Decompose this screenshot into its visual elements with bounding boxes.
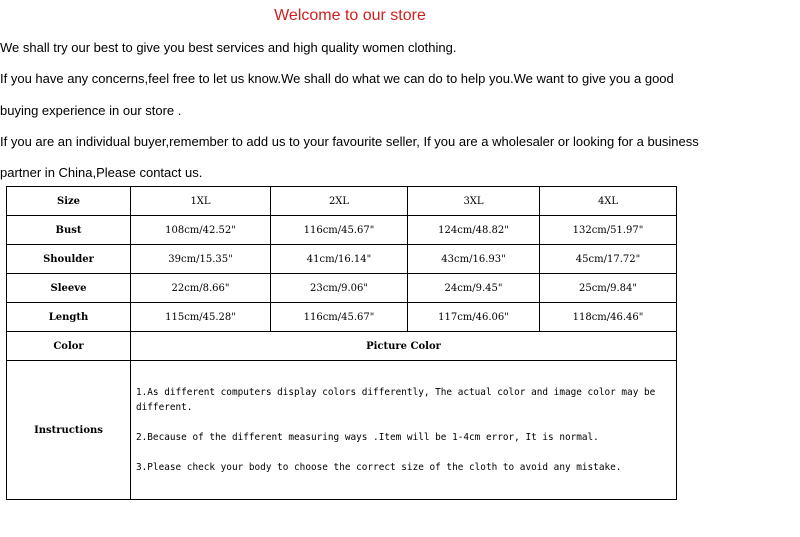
color-value: Picture Color: [131, 332, 677, 361]
row-label-length: Length: [7, 303, 131, 332]
row-label-shoulder: Shoulder: [7, 245, 131, 274]
row-label-bust: Bust: [7, 216, 131, 245]
table-cell: 43cm/16.93": [408, 245, 540, 274]
instruction-item-3: 3.Please check your body to choose the correct size of the cloth to avoid any mistake.: [136, 462, 622, 473]
instructions-row: [7, 361, 677, 500]
table-cell: 115cm/45.28": [131, 303, 271, 332]
table-cell: 108cm/42.52": [131, 216, 271, 245]
header-3xl: 3XL: [408, 187, 540, 216]
table-header-row: [7, 187, 677, 216]
row-label-instructions: Instructions: [7, 361, 131, 500]
color-row: [7, 332, 677, 361]
table-row: [7, 216, 677, 245]
size-chart-table: [6, 186, 677, 500]
header-2xl: 2XL: [271, 187, 408, 216]
instruction-item-1: 1.As different computers display colors differently, The actual color and image color may be different.: [136, 387, 656, 413]
table-cell: 132cm/51.97": [540, 216, 677, 245]
intro-line-1: We shall try our best to give you best services and high quality women clothing.: [0, 40, 457, 55]
table-cell: 24cm/9.45": [408, 274, 540, 303]
instructions-text: [131, 385, 676, 475]
table-cell: 22cm/8.66": [131, 274, 271, 303]
intro-line-3: buying experience in our store .: [0, 103, 182, 118]
row-label-sleeve: Sleeve: [7, 274, 131, 303]
intro-line-5: partner in China,Please contact us.: [0, 165, 203, 180]
table-cell: 41cm/16.14": [271, 245, 408, 274]
table-cell: 116cm/45.67": [271, 216, 408, 245]
table-cell: 118cm/46.46": [540, 303, 677, 332]
instruction-item-2: 2.Because of the different measuring ways .Item will be 1-4cm error, It is normal.: [136, 432, 599, 443]
table-cell: 117cm/46.06": [408, 303, 540, 332]
store-title: Welcome to our store: [274, 7, 426, 24]
table-cell: 39cm/15.35": [131, 245, 271, 274]
intro-line-4: If you are an individual buyer,remember to add us to your favourite seller, If you are a wholesaler or looking for a business: [0, 134, 699, 149]
row-label-color: Color: [7, 332, 131, 361]
table-cell: 25cm/9.84": [540, 274, 677, 303]
intro-line-2: If you have any concerns,feel free to let us know.We shall do what we can do to help you.We want to give you a good: [0, 71, 674, 86]
table-cell: 45cm/17.72": [540, 245, 677, 274]
header-4xl: 4XL: [540, 187, 677, 216]
table-cell: 23cm/9.06": [271, 274, 408, 303]
table-row: [7, 303, 677, 332]
table-row: [7, 274, 677, 303]
instructions-cell: [131, 361, 677, 500]
table-cell: 124cm/48.82": [408, 216, 540, 245]
table-row: [7, 245, 677, 274]
header-1xl: 1XL: [131, 187, 271, 216]
table-cell: 116cm/45.67": [271, 303, 408, 332]
header-size: Size: [7, 187, 131, 216]
